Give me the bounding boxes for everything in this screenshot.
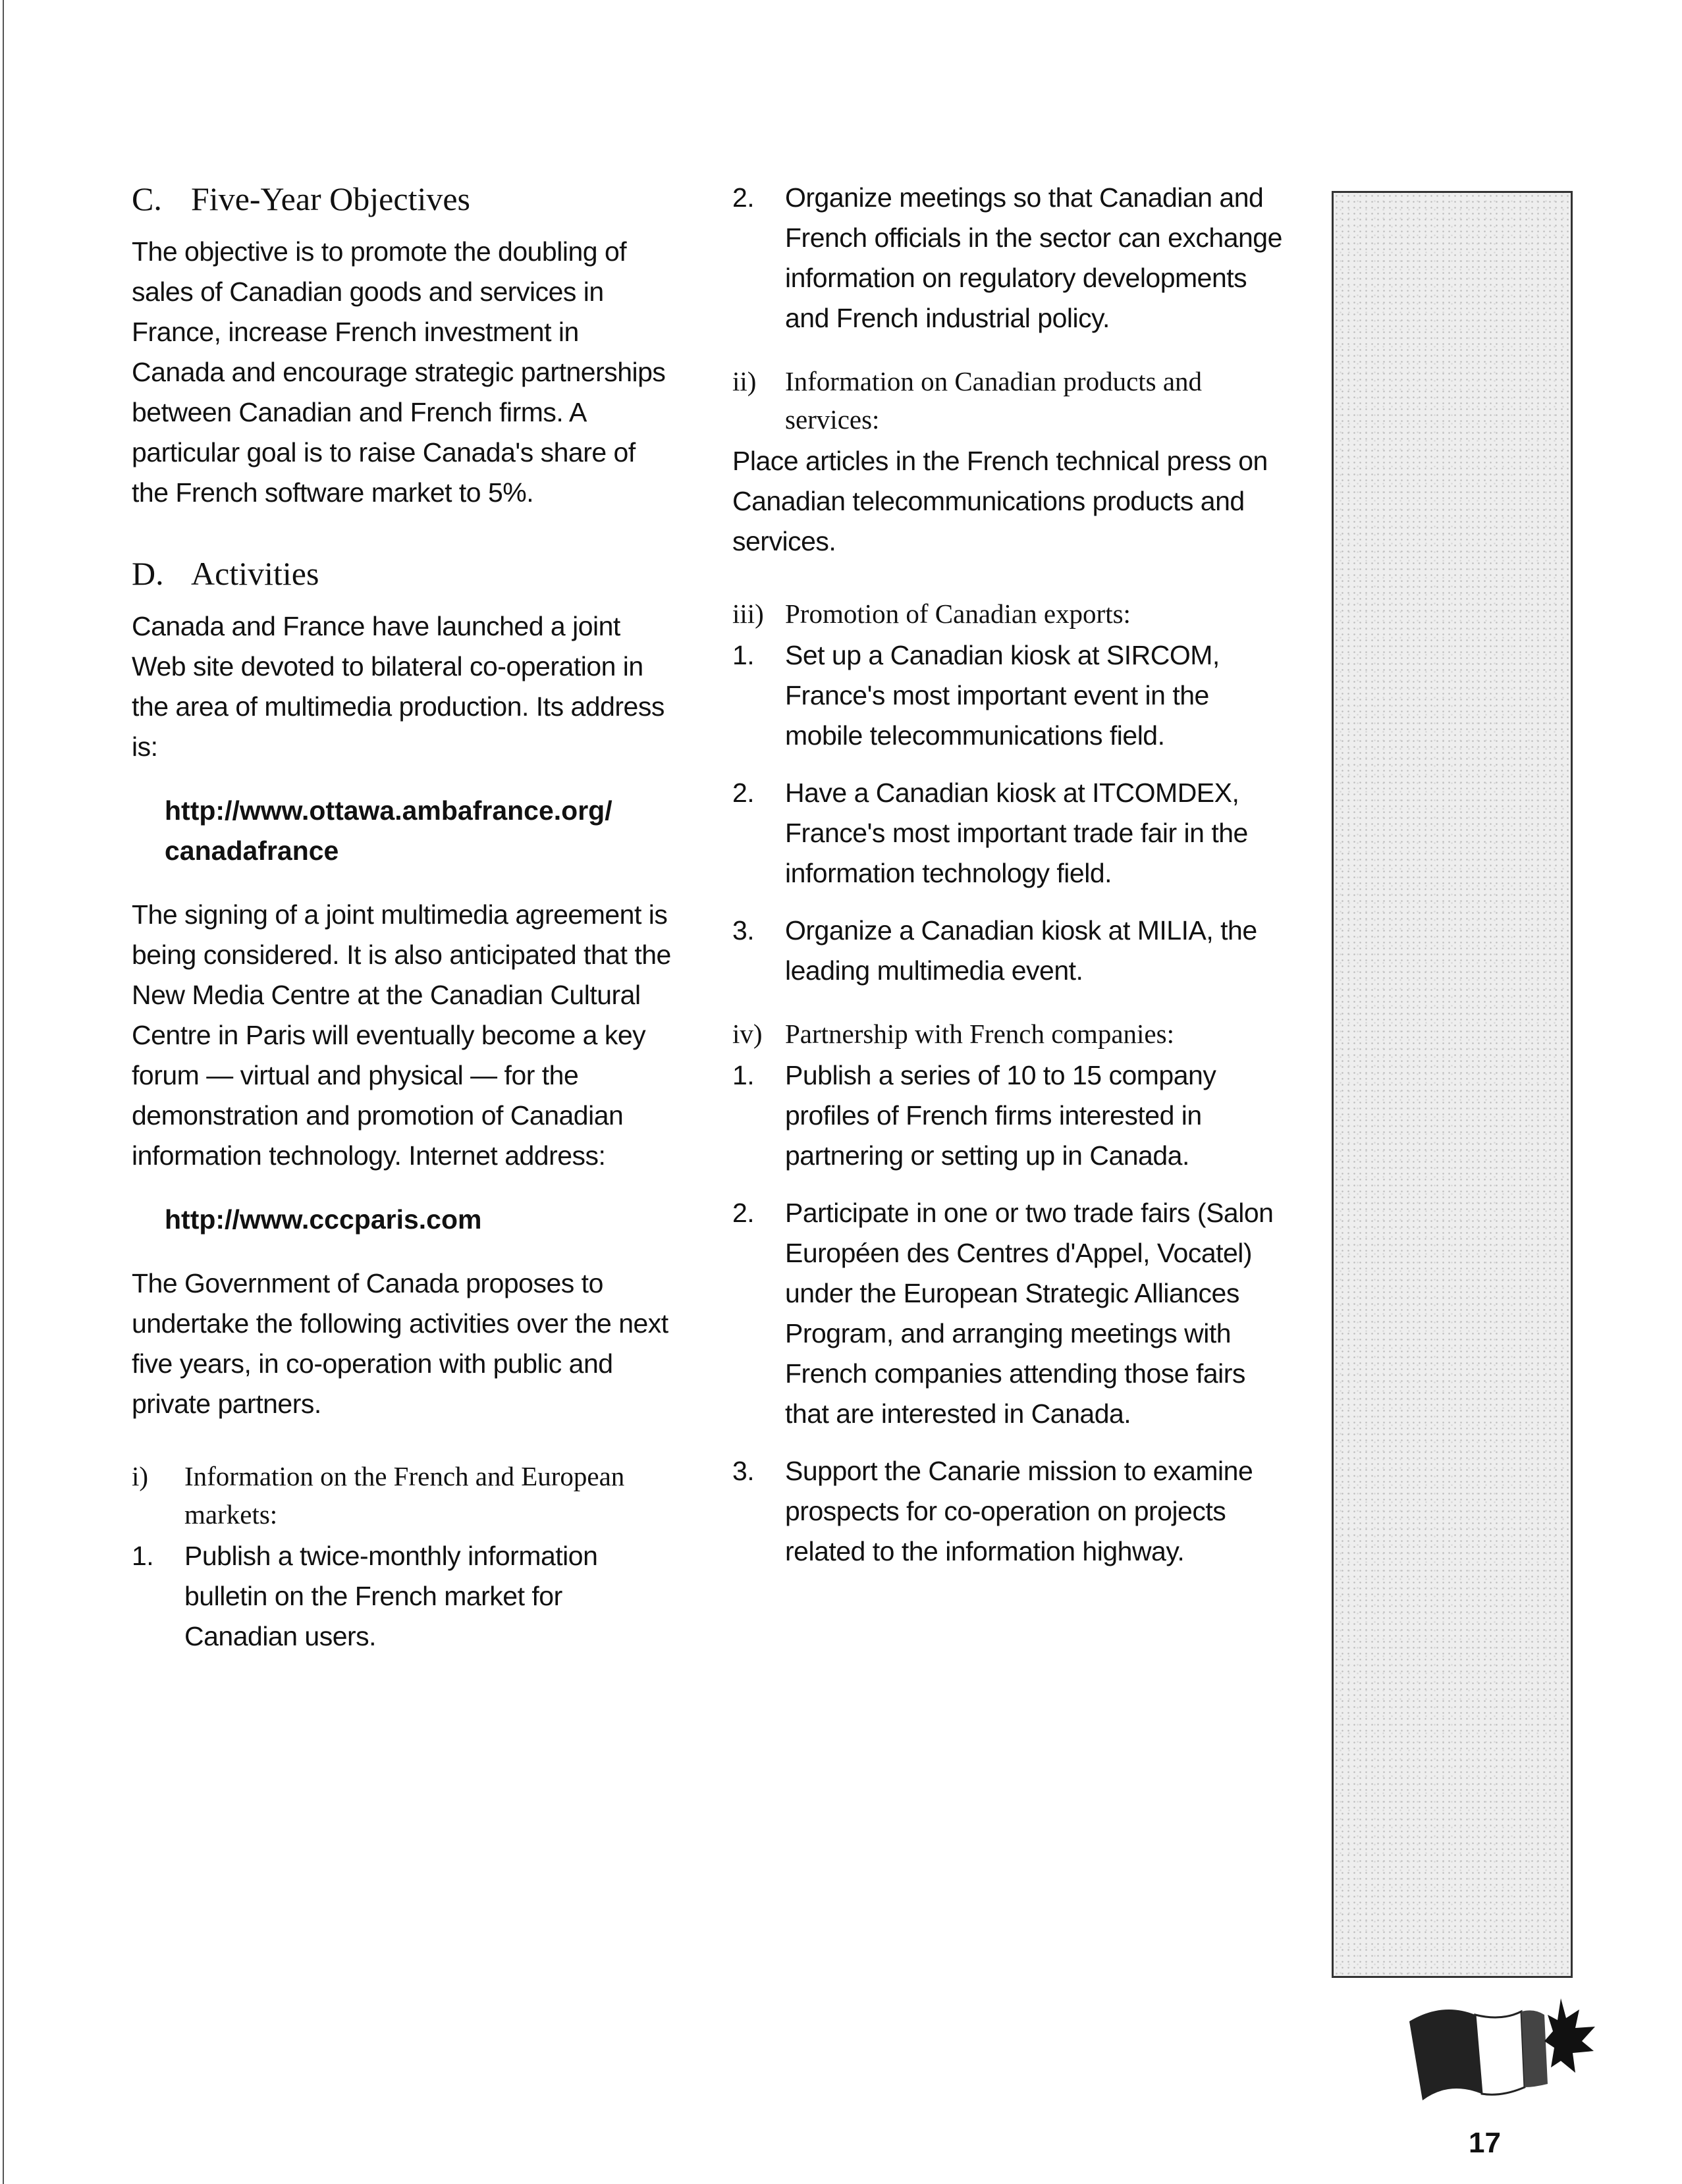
page-edge-line xyxy=(3,0,4,2184)
page-number: 17 xyxy=(1469,2127,1501,2159)
list-item-number: 1. xyxy=(132,1541,154,1571)
activities-paragraph-2: The signing of a joint multimedia agreement is being considered. It is also anticipated that the New Media Centre at the Canadian Cultural Centre in Paris will eventually become a key forum — virtual and physical — for the demonstration and promotion of Canadian information technology. Internet address: xyxy=(132,899,671,1171)
url-ambafrance-line-1: http://www.ottawa.ambafrance.org/ xyxy=(165,795,612,826)
left-column xyxy=(132,178,672,1680)
list-item-number: 3. xyxy=(732,1456,755,1486)
subsection-i-number: i) xyxy=(132,1461,149,1491)
url-ambafrance-line-2: canadafrance xyxy=(165,836,339,866)
list-item xyxy=(732,1055,1292,1176)
maple-leaf-icon xyxy=(1544,1998,1595,2073)
list-item-text: Publish a series of 10 to 15 company profiles of French firms interested in partnering or setting up in Canada. xyxy=(785,1060,1216,1171)
subsection-ii-title: Information on Canadian products and services: xyxy=(785,366,1203,435)
subsection-iii-list xyxy=(732,635,1292,991)
list-item xyxy=(732,635,1292,756)
list-item xyxy=(732,178,1292,338)
canada-france-flag-logo xyxy=(1403,1995,1600,2120)
subsection-i-list-continued xyxy=(732,178,1292,338)
section-c-title: Five-Year Objectives xyxy=(191,180,470,217)
subsection-iv-title: Partnership with French companies: xyxy=(785,1019,1174,1049)
subsection-iv-list xyxy=(732,1055,1292,1572)
subsection-iv-number: iv) xyxy=(732,1019,763,1049)
list-item xyxy=(732,1451,1292,1572)
list-item xyxy=(732,1193,1292,1434)
list-item-number: 2. xyxy=(732,182,755,213)
subsection-i-list xyxy=(132,1536,672,1657)
section-d-letter: D. xyxy=(132,555,164,592)
list-item-text: Participate in one or two trade fairs (Salon Européen des Centres d'Appel, Vocatel) under the European Strategic Alliances Program, and arranging meetings with French companies attending those fairs that are interested in Canada. xyxy=(785,1198,1274,1429)
list-item-text: Organize a Canadian kiosk at MILIA, the leading multimedia event. xyxy=(785,915,1257,986)
list-item-number: 3. xyxy=(732,915,755,946)
list-item-text: Set up a Canadian kiosk at SIRCOM, France's most important event in the mobile telecommunications field. xyxy=(785,640,1220,751)
flag-dark-band xyxy=(1409,2010,1482,2100)
section-d-heading xyxy=(132,552,672,595)
list-item-text: Support the Canarie mission to examine prospects for co-operation on projects related to the information highway. xyxy=(785,1456,1253,1566)
list-item-number: 1. xyxy=(732,1060,755,1090)
subsection-i-heading xyxy=(132,1457,672,1533)
flag-hatched-band xyxy=(1521,2010,1548,2087)
decorative-sidebar-panel xyxy=(1332,191,1573,1978)
subsection-iii-title: Promotion of Canadian exports: xyxy=(785,599,1131,629)
list-item xyxy=(732,911,1292,991)
list-item-text: Organize meetings so that Canadian and French officials in the sector can exchange information on regulatory developments and French industrial policy. xyxy=(785,182,1282,333)
objectives-paragraph: The objective is to promote the doubling of sales of Canadian goods and services in France, increase French investment in Canada and encourage strategic partnerships between Canadian and French firms. A particular goal is to raise Canada's share of the French software market to 5%. xyxy=(132,236,666,508)
list-item xyxy=(132,1536,672,1657)
subsection-ii-number: ii) xyxy=(732,366,757,396)
subsection-ii-heading xyxy=(732,362,1292,439)
section-c-letter: C. xyxy=(132,180,162,217)
section-c-heading xyxy=(132,178,672,220)
middle-column xyxy=(732,178,1292,1595)
subsection-iv-heading xyxy=(732,1015,1292,1053)
subsection-ii-paragraph: Place articles in the French technical press on Canadian telecommunications products and services. xyxy=(732,446,1268,556)
flag-light-band xyxy=(1475,2011,1525,2094)
url-ambafrance[interactable] xyxy=(165,791,672,871)
list-item xyxy=(732,773,1292,893)
subsection-iii-heading xyxy=(732,595,1292,633)
subsection-i-title: Information on the French and European markets: xyxy=(184,1461,625,1530)
activities-paragraph-1: Canada and France have launched a joint Web site devoted to bilateral co-operation in the area of multimedia production. Its address is: xyxy=(132,611,665,762)
list-item-number: 1. xyxy=(732,640,755,670)
list-item-number: 2. xyxy=(732,778,755,808)
activities-paragraph-3: The Government of Canada proposes to undertake the following activities over the next five years, in co-operation with public and private partners. xyxy=(132,1268,668,1419)
list-item-text: Have a Canadian kiosk at ITCOMDEX, France's most important trade fair in the information technology field. xyxy=(785,778,1248,888)
url-cccparis[interactable]: http://www.cccparis.com xyxy=(165,1204,482,1235)
section-d-title: Activities xyxy=(191,555,319,592)
subsection-iii-number: iii) xyxy=(732,599,764,629)
list-item-number: 2. xyxy=(732,1198,755,1228)
list-item-text: Publish a twice-monthly information bulletin on the French market for Canadian users. xyxy=(184,1541,598,1651)
